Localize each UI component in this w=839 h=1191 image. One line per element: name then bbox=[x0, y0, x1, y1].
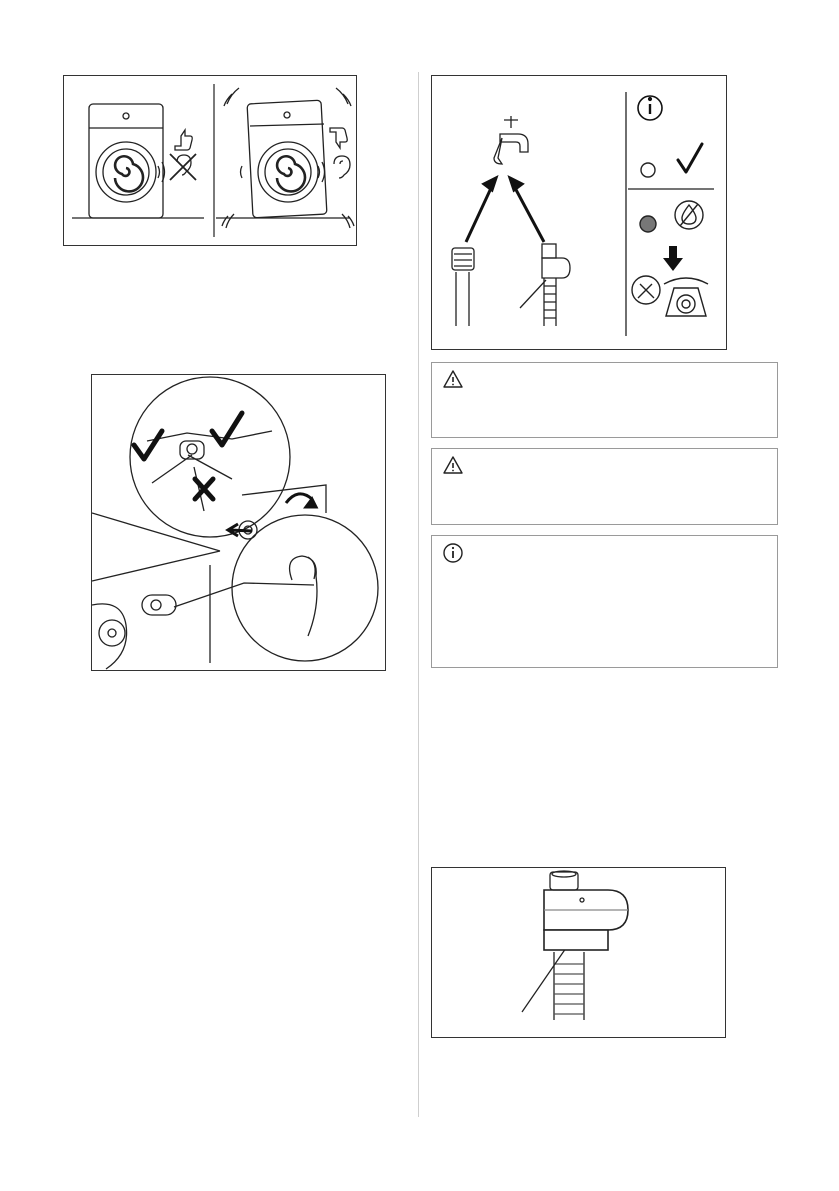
inlet-hose-angle-illustration bbox=[92, 375, 385, 670]
tap-connection-illustration bbox=[432, 76, 726, 349]
figure-level-machine bbox=[63, 75, 357, 246]
indicator-off bbox=[641, 163, 655, 177]
check-mark-icon bbox=[678, 144, 702, 172]
check-mark-icon bbox=[134, 431, 162, 459]
hose-window-icon bbox=[544, 930, 608, 950]
cross-mark-icon bbox=[195, 479, 213, 499]
figure-aquastop-hose bbox=[431, 867, 726, 1038]
telephone-icon bbox=[664, 278, 708, 316]
info-icon bbox=[442, 542, 464, 564]
ear-crossed-icon bbox=[170, 154, 196, 180]
level-machine-illustration bbox=[64, 76, 356, 245]
warning-triangle-icon bbox=[442, 369, 464, 389]
ear-icon bbox=[334, 156, 350, 178]
warning-notice bbox=[431, 362, 778, 438]
warning-triangle-icon bbox=[442, 455, 464, 475]
figure-tap-connection bbox=[431, 75, 727, 350]
thumbs-down-icon bbox=[330, 128, 347, 148]
no-water-drop-icon bbox=[675, 201, 703, 229]
indicator-on bbox=[640, 216, 656, 232]
column-divider bbox=[418, 72, 419, 1117]
info-icon bbox=[638, 96, 662, 120]
warning-notice bbox=[431, 448, 778, 525]
figure-inlet-hose-angle bbox=[91, 374, 386, 671]
arrow-icon bbox=[466, 178, 544, 242]
aquastop-hose-illustration bbox=[432, 868, 725, 1037]
down-arrow-icon bbox=[663, 246, 683, 271]
check-mark-icon bbox=[212, 413, 242, 445]
service-wrench-icon bbox=[632, 276, 660, 304]
thumbs-up-icon bbox=[175, 130, 192, 150]
info-notice bbox=[431, 535, 778, 668]
